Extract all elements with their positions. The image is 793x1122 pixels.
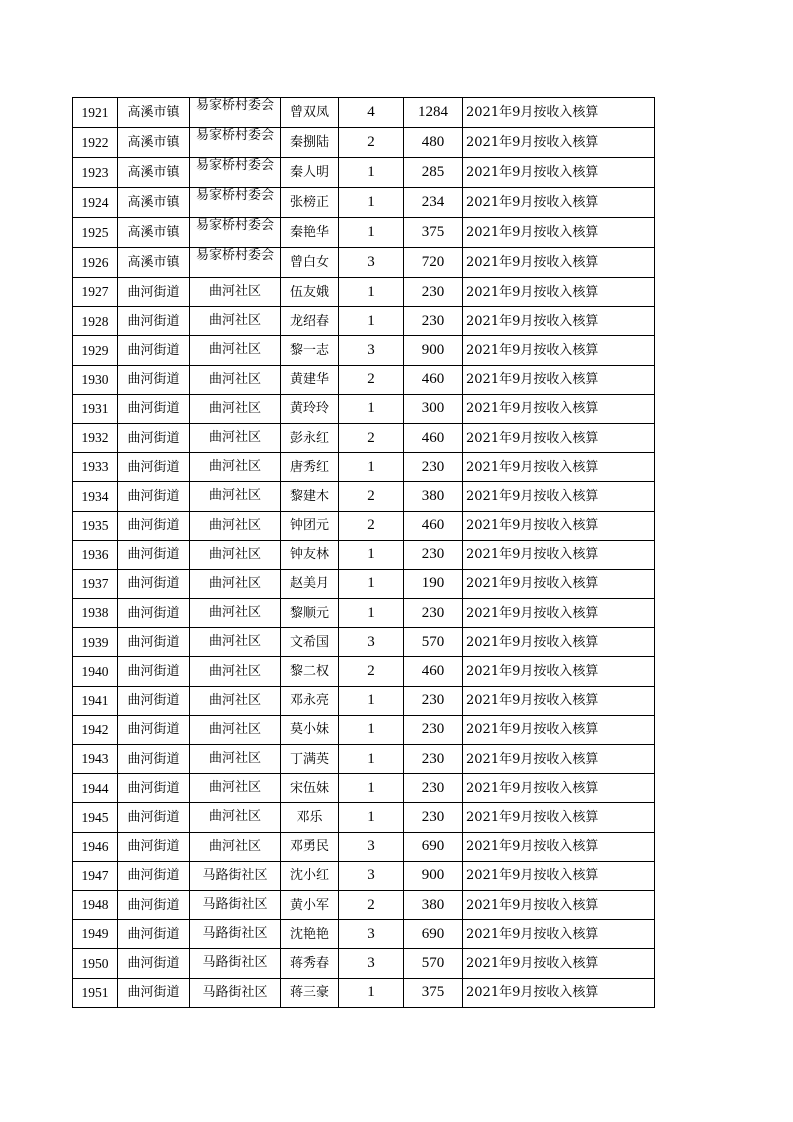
row-number-cell: 1935 — [73, 511, 118, 540]
town-cell: 曲河街道 — [118, 686, 190, 715]
town-cell: 曲河街道 — [118, 453, 190, 482]
amount-cell: 460 — [404, 423, 463, 452]
note-cell: 2021年9月按收入核算 — [463, 715, 655, 744]
note-cell: 2021年9月按收入核算 — [463, 628, 655, 657]
household-count-cell: 1 — [339, 745, 404, 774]
note-cell: 2021年9月按收入核算 — [463, 774, 655, 803]
village-label: 曲河社区 — [208, 780, 261, 796]
household-count-cell: 1 — [339, 218, 404, 248]
table-row — [73, 745, 655, 774]
village-cell — [190, 569, 281, 598]
note-cell: 2021年9月按收入核算 — [463, 861, 655, 890]
household-count-cell: 1 — [339, 278, 404, 307]
person-name-cell: 丁满英 — [281, 745, 339, 774]
village-cell — [190, 365, 281, 394]
note-cell: 2021年9月按收入核算 — [463, 278, 655, 307]
village-label: 曲河社区 — [208, 721, 261, 737]
amount-cell: 230 — [404, 774, 463, 803]
household-count-cell: 3 — [339, 336, 404, 365]
table-row — [73, 978, 655, 1007]
person-name-cell: 邓勇民 — [281, 832, 339, 861]
village-label: 易家桥村委会 — [195, 128, 274, 143]
household-count-cell: 2 — [339, 511, 404, 540]
village-cell — [190, 540, 281, 569]
household-count-cell: 2 — [339, 657, 404, 686]
person-name-cell: 蒋三豪 — [281, 978, 339, 1007]
table-row — [73, 158, 655, 188]
town-cell: 曲河街道 — [118, 745, 190, 774]
table-row — [73, 511, 655, 540]
table-row — [73, 657, 655, 686]
village-label: 易家桥村委会 — [195, 98, 274, 113]
row-number-cell: 1930 — [73, 365, 118, 394]
town-cell: 曲河街道 — [118, 628, 190, 657]
row-number-cell: 1931 — [73, 394, 118, 423]
town-cell: 高溪市镇 — [118, 218, 190, 248]
household-count-cell: 1 — [339, 599, 404, 628]
household-count-cell: 3 — [339, 628, 404, 657]
table-row — [73, 890, 655, 919]
village-label: 易家桥村委会 — [195, 248, 274, 263]
village-cell — [190, 248, 281, 278]
household-count-cell: 1 — [339, 774, 404, 803]
town-cell: 高溪市镇 — [118, 158, 190, 188]
person-name-cell: 蒋秀春 — [281, 949, 339, 978]
note-cell: 2021年9月按收入核算 — [463, 98, 655, 128]
village-label: 曲河社区 — [208, 430, 261, 446]
town-cell: 曲河街道 — [118, 861, 190, 890]
household-count-cell: 1 — [339, 978, 404, 1007]
amount-cell: 230 — [404, 715, 463, 744]
village-label: 曲河社区 — [208, 459, 261, 475]
village-cell — [190, 832, 281, 861]
village-label: 曲河社区 — [208, 313, 261, 329]
village-label: 曲河社区 — [208, 517, 261, 533]
row-number-cell: 1942 — [73, 715, 118, 744]
amount-cell: 900 — [404, 336, 463, 365]
note-cell: 2021年9月按收入核算 — [463, 453, 655, 482]
household-count-cell: 1 — [339, 188, 404, 218]
village-cell — [190, 949, 281, 978]
row-number-cell: 1924 — [73, 188, 118, 218]
amount-cell: 230 — [404, 686, 463, 715]
village-label: 马路街社区 — [202, 867, 268, 883]
row-number-cell: 1923 — [73, 158, 118, 188]
town-cell: 高溪市镇 — [118, 248, 190, 278]
town-cell: 曲河街道 — [118, 774, 190, 803]
amount-cell: 230 — [404, 599, 463, 628]
row-number-cell: 1950 — [73, 949, 118, 978]
table-row — [73, 920, 655, 949]
person-name-cell: 秦艳华 — [281, 218, 339, 248]
note-cell: 2021年9月按收入核算 — [463, 158, 655, 188]
row-number-cell: 1936 — [73, 540, 118, 569]
row-number-cell: 1934 — [73, 482, 118, 511]
village-label: 曲河社区 — [208, 692, 261, 708]
amount-cell: 460 — [404, 365, 463, 394]
village-cell — [190, 188, 281, 218]
village-label: 曲河社区 — [208, 400, 261, 416]
row-number-cell: 1943 — [73, 745, 118, 774]
village-label: 马路街社区 — [202, 984, 268, 1000]
amount-cell: 1284 — [404, 98, 463, 128]
village-label: 曲河社区 — [208, 634, 261, 650]
village-cell — [190, 628, 281, 657]
village-label: 曲河社区 — [208, 488, 261, 504]
person-name-cell: 钟团元 — [281, 511, 339, 540]
table-row — [73, 453, 655, 482]
amount-cell: 570 — [404, 628, 463, 657]
amount-cell: 375 — [404, 978, 463, 1007]
person-name-cell: 黎建木 — [281, 482, 339, 511]
table-row — [73, 394, 655, 423]
table-row — [73, 188, 655, 218]
note-cell: 2021年9月按收入核算 — [463, 394, 655, 423]
note-cell: 2021年9月按收入核算 — [463, 890, 655, 919]
note-cell: 2021年9月按收入核算 — [463, 745, 655, 774]
village-cell — [190, 98, 281, 128]
person-name-cell: 曾白女 — [281, 248, 339, 278]
town-cell: 曲河街道 — [118, 949, 190, 978]
household-count-cell: 1 — [339, 307, 404, 336]
person-name-cell: 张榜正 — [281, 188, 339, 218]
person-name-cell: 黄玲玲 — [281, 394, 339, 423]
row-number-cell: 1949 — [73, 920, 118, 949]
town-cell: 曲河街道 — [118, 599, 190, 628]
household-count-cell: 1 — [339, 394, 404, 423]
note-cell: 2021年9月按收入核算 — [463, 511, 655, 540]
amount-cell: 570 — [404, 949, 463, 978]
row-number-cell: 1922 — [73, 128, 118, 158]
village-cell — [190, 482, 281, 511]
person-name-cell: 邓永亮 — [281, 686, 339, 715]
household-count-cell: 3 — [339, 949, 404, 978]
person-name-cell: 钟友林 — [281, 540, 339, 569]
amount-cell: 900 — [404, 861, 463, 890]
note-cell: 2021年9月按收入核算 — [463, 128, 655, 158]
household-count-cell: 1 — [339, 158, 404, 188]
person-name-cell: 宋伍妹 — [281, 774, 339, 803]
table-row — [73, 949, 655, 978]
person-name-cell: 莫小妹 — [281, 715, 339, 744]
row-number-cell: 1937 — [73, 569, 118, 598]
amount-cell: 285 — [404, 158, 463, 188]
amount-cell: 230 — [404, 278, 463, 307]
note-cell: 2021年9月按收入核算 — [463, 482, 655, 511]
village-label: 曲河社区 — [208, 838, 261, 854]
table-row — [73, 599, 655, 628]
town-cell: 曲河街道 — [118, 278, 190, 307]
village-cell — [190, 745, 281, 774]
town-cell: 曲河街道 — [118, 511, 190, 540]
table-row — [73, 482, 655, 511]
village-label: 易家桥村委会 — [195, 158, 274, 173]
town-cell: 曲河街道 — [118, 978, 190, 1007]
amount-cell: 480 — [404, 128, 463, 158]
person-name-cell: 秦捌陆 — [281, 128, 339, 158]
amount-cell: 690 — [404, 832, 463, 861]
row-number-cell: 1928 — [73, 307, 118, 336]
village-cell — [190, 423, 281, 452]
household-count-cell: 3 — [339, 832, 404, 861]
table-row — [73, 569, 655, 598]
table-row — [73, 774, 655, 803]
household-count-cell: 1 — [339, 569, 404, 598]
village-label: 易家桥村委会 — [195, 218, 274, 233]
row-number-cell: 1921 — [73, 98, 118, 128]
village-label: 曲河社区 — [208, 342, 261, 358]
table-row — [73, 715, 655, 744]
table-row — [73, 365, 655, 394]
amount-cell: 230 — [404, 745, 463, 774]
village-cell — [190, 158, 281, 188]
amount-cell: 300 — [404, 394, 463, 423]
household-count-cell: 2 — [339, 482, 404, 511]
town-cell: 曲河街道 — [118, 803, 190, 832]
table-row — [73, 628, 655, 657]
town-cell: 曲河街道 — [118, 307, 190, 336]
amount-cell: 380 — [404, 890, 463, 919]
note-cell: 2021年9月按收入核算 — [463, 832, 655, 861]
note-cell: 2021年9月按收入核算 — [463, 569, 655, 598]
row-number-cell: 1945 — [73, 803, 118, 832]
household-count-cell: 1 — [339, 803, 404, 832]
village-label: 曲河社区 — [208, 575, 261, 591]
household-count-cell: 2 — [339, 890, 404, 919]
row-number-cell: 1938 — [73, 599, 118, 628]
village-cell — [190, 861, 281, 890]
note-cell: 2021年9月按收入核算 — [463, 307, 655, 336]
household-count-cell: 1 — [339, 686, 404, 715]
village-label: 曲河社区 — [208, 284, 261, 300]
village-cell — [190, 599, 281, 628]
village-label: 易家桥村委会 — [195, 188, 274, 203]
table-row — [73, 278, 655, 307]
row-number-cell: 1951 — [73, 978, 118, 1007]
person-name-cell: 黎二权 — [281, 657, 339, 686]
town-cell: 曲河街道 — [118, 540, 190, 569]
table-row — [73, 248, 655, 278]
person-name-cell: 黄建华 — [281, 365, 339, 394]
village-cell — [190, 890, 281, 919]
household-count-cell: 3 — [339, 861, 404, 890]
table-row — [73, 218, 655, 248]
village-cell — [190, 686, 281, 715]
person-name-cell: 沈艳艳 — [281, 920, 339, 949]
village-label: 曲河社区 — [208, 663, 261, 679]
note-cell: 2021年9月按收入核算 — [463, 978, 655, 1007]
person-name-cell: 秦人明 — [281, 158, 339, 188]
town-cell: 高溪市镇 — [118, 98, 190, 128]
village-cell — [190, 453, 281, 482]
town-cell: 曲河街道 — [118, 336, 190, 365]
town-cell: 曲河街道 — [118, 482, 190, 511]
person-name-cell: 彭永红 — [281, 423, 339, 452]
note-cell: 2021年9月按收入核算 — [463, 803, 655, 832]
table-body — [73, 98, 655, 1008]
note-cell: 2021年9月按收入核算 — [463, 599, 655, 628]
town-cell: 曲河街道 — [118, 890, 190, 919]
table-row — [73, 128, 655, 158]
village-label: 马路街社区 — [202, 926, 268, 942]
note-cell: 2021年9月按收入核算 — [463, 920, 655, 949]
row-number-cell: 1933 — [73, 453, 118, 482]
village-cell — [190, 803, 281, 832]
town-cell: 曲河街道 — [118, 832, 190, 861]
town-cell: 曲河街道 — [118, 657, 190, 686]
village-cell — [190, 128, 281, 158]
note-cell: 2021年9月按收入核算 — [463, 949, 655, 978]
row-number-cell: 1927 — [73, 278, 118, 307]
table-row — [73, 803, 655, 832]
town-cell: 曲河街道 — [118, 365, 190, 394]
row-number-cell: 1946 — [73, 832, 118, 861]
row-number-cell: 1947 — [73, 861, 118, 890]
town-cell: 曲河街道 — [118, 394, 190, 423]
amount-cell: 230 — [404, 803, 463, 832]
village-label: 曲河社区 — [208, 371, 261, 387]
table-row — [73, 686, 655, 715]
person-name-cell: 黎顺元 — [281, 599, 339, 628]
table-row — [73, 98, 655, 128]
village-cell — [190, 978, 281, 1007]
note-cell: 2021年9月按收入核算 — [463, 218, 655, 248]
village-label: 曲河社区 — [208, 751, 261, 767]
household-count-cell: 1 — [339, 453, 404, 482]
note-cell: 2021年9月按收入核算 — [463, 336, 655, 365]
amount-cell: 720 — [404, 248, 463, 278]
person-name-cell: 唐秀红 — [281, 453, 339, 482]
beneficiary-table — [72, 97, 655, 1008]
town-cell: 高溪市镇 — [118, 128, 190, 158]
village-cell — [190, 920, 281, 949]
household-count-cell: 1 — [339, 540, 404, 569]
village-cell — [190, 511, 281, 540]
amount-cell: 460 — [404, 511, 463, 540]
note-cell: 2021年9月按收入核算 — [463, 423, 655, 452]
household-count-cell: 3 — [339, 920, 404, 949]
town-cell: 曲河街道 — [118, 423, 190, 452]
town-cell: 曲河街道 — [118, 569, 190, 598]
note-cell: 2021年9月按收入核算 — [463, 188, 655, 218]
amount-cell: 230 — [404, 540, 463, 569]
note-cell: 2021年9月按收入核算 — [463, 686, 655, 715]
village-cell — [190, 657, 281, 686]
row-number-cell: 1926 — [73, 248, 118, 278]
village-label: 曲河社区 — [208, 605, 261, 621]
row-number-cell: 1948 — [73, 890, 118, 919]
village-cell — [190, 278, 281, 307]
household-count-cell: 2 — [339, 128, 404, 158]
amount-cell: 460 — [404, 657, 463, 686]
person-name-cell: 伍友娥 — [281, 278, 339, 307]
person-name-cell: 黄小军 — [281, 890, 339, 919]
row-number-cell: 1925 — [73, 218, 118, 248]
note-cell: 2021年9月按收入核算 — [463, 540, 655, 569]
household-count-cell: 2 — [339, 423, 404, 452]
table-row — [73, 861, 655, 890]
village-cell — [190, 715, 281, 744]
village-cell — [190, 394, 281, 423]
note-cell: 2021年9月按收入核算 — [463, 657, 655, 686]
row-number-cell: 1941 — [73, 686, 118, 715]
row-number-cell: 1940 — [73, 657, 118, 686]
village-label: 曲河社区 — [208, 809, 261, 825]
amount-cell: 234 — [404, 188, 463, 218]
town-cell: 高溪市镇 — [118, 188, 190, 218]
note-cell: 2021年9月按收入核算 — [463, 248, 655, 278]
table-row — [73, 336, 655, 365]
person-name-cell: 曾双凤 — [281, 98, 339, 128]
person-name-cell: 文希国 — [281, 628, 339, 657]
person-name-cell: 赵美月 — [281, 569, 339, 598]
amount-cell: 230 — [404, 453, 463, 482]
amount-cell: 380 — [404, 482, 463, 511]
town-cell: 曲河街道 — [118, 920, 190, 949]
person-name-cell: 黎一志 — [281, 336, 339, 365]
person-name-cell: 邓乐 — [281, 803, 339, 832]
amount-cell: 690 — [404, 920, 463, 949]
amount-cell: 190 — [404, 569, 463, 598]
village-cell — [190, 774, 281, 803]
village-label: 曲河社区 — [208, 546, 261, 562]
note-cell: 2021年9月按收入核算 — [463, 365, 655, 394]
person-name-cell: 沈小红 — [281, 861, 339, 890]
village-cell — [190, 307, 281, 336]
row-number-cell: 1932 — [73, 423, 118, 452]
household-count-cell: 3 — [339, 248, 404, 278]
table-row — [73, 540, 655, 569]
row-number-cell: 1929 — [73, 336, 118, 365]
household-count-cell: 1 — [339, 715, 404, 744]
household-count-cell: 4 — [339, 98, 404, 128]
person-name-cell: 龙绍春 — [281, 307, 339, 336]
town-cell: 曲河街道 — [118, 715, 190, 744]
row-number-cell: 1944 — [73, 774, 118, 803]
table-row — [73, 307, 655, 336]
household-count-cell: 2 — [339, 365, 404, 394]
village-label: 马路街社区 — [202, 955, 268, 971]
village-cell — [190, 218, 281, 248]
row-number-cell: 1939 — [73, 628, 118, 657]
table-row — [73, 423, 655, 452]
table-row — [73, 832, 655, 861]
village-cell — [190, 336, 281, 365]
amount-cell: 375 — [404, 218, 463, 248]
amount-cell: 230 — [404, 307, 463, 336]
village-label: 马路街社区 — [202, 897, 268, 913]
